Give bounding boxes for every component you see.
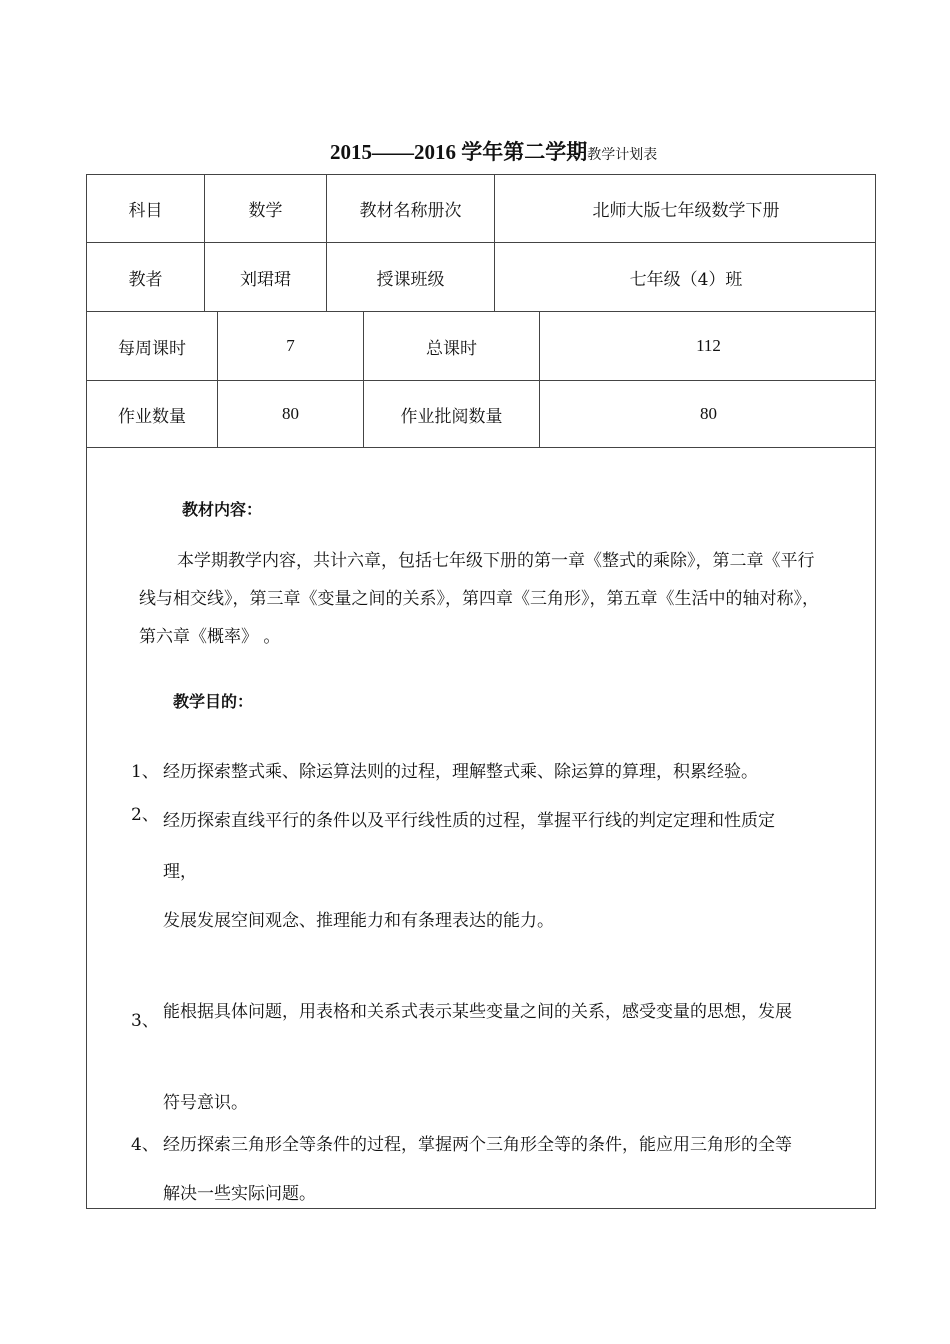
material-line: 线与相交线》，第三章《变量之间的关系》，第四章《三角形》，第五章《生活中的轴对称》， [139, 589, 819, 609]
goal-line: 符号意识。 [163, 1093, 248, 1113]
material-heading: 教材内容： [182, 500, 263, 519]
teacher-value: 刘珺珺 [205, 243, 327, 311]
teacher-label: 教者 [87, 243, 205, 311]
weekly-hours-value: 7 [218, 312, 364, 380]
goal-line: 理， [163, 862, 197, 882]
row-homework [87, 381, 875, 448]
goal-line: 解决一些实际问题。 [163, 1184, 316, 1204]
goal-number: 3、 [131, 1011, 159, 1031]
goal-line: 经历探索整式乘、除运算法则的过程，理解整式乘、除运算的算理，积累经验。 [163, 762, 758, 782]
textbook-label: 教材名称册次 [327, 175, 495, 242]
row-teacher [87, 243, 875, 312]
goal-number: 1、 [131, 762, 159, 782]
goal-number: 2、 [131, 805, 159, 825]
goal-line: 能根据具体问题，用表格和关系式表示某些变量之间的关系，感受变量的思想，发展 [163, 1002, 792, 1022]
row-hours [87, 312, 875, 381]
title-suffix: 教学计划表 [587, 147, 658, 163]
total-hours-value: 112 [696, 336, 721, 355]
total-hours-label: 总课时 [364, 312, 540, 380]
textbook-value: 北师大版七年级数学下册 [592, 201, 780, 221]
goal-line: 发展发展空间观念、推理能力和有条理表达的能力。 [163, 911, 554, 931]
class-value: 七年级（4）班 [629, 269, 743, 290]
content-section [87, 448, 875, 1208]
graded-value: 80 [700, 404, 717, 423]
homework-label: 作业数量 [87, 381, 218, 447]
subject-value: 数学 [205, 175, 327, 242]
class-label: 授课班级 [327, 243, 495, 311]
weekly-hours-label: 每周课时 [87, 312, 218, 380]
row-subject [87, 175, 875, 243]
graded-label: 作业批阅数量 [364, 381, 540, 447]
page-title [330, 136, 657, 166]
goal-heading: 教学目的： [173, 692, 254, 711]
title-main: 2015——2016 学年第二学期 [330, 140, 588, 164]
homework-value: 80 [218, 381, 364, 447]
goal-number: 4、 [131, 1135, 159, 1155]
subject-label: 科目 [87, 175, 205, 242]
plan-table [86, 174, 876, 1209]
goal-line: 经历探索直线平行的条件以及平行线性质的过程，掌握平行线的判定定理和性质定 [163, 811, 775, 831]
material-line: 第六章《概率》 。 [139, 627, 281, 647]
goal-line: 经历探索三角形全等条件的过程，掌握两个三角形全等的条件，能应用三角形的全等 [163, 1135, 792, 1155]
material-line: 本学期教学内容，共计六章，包括七年级下册的第一章《整式的乘除》，第二章《平行 [177, 551, 815, 571]
